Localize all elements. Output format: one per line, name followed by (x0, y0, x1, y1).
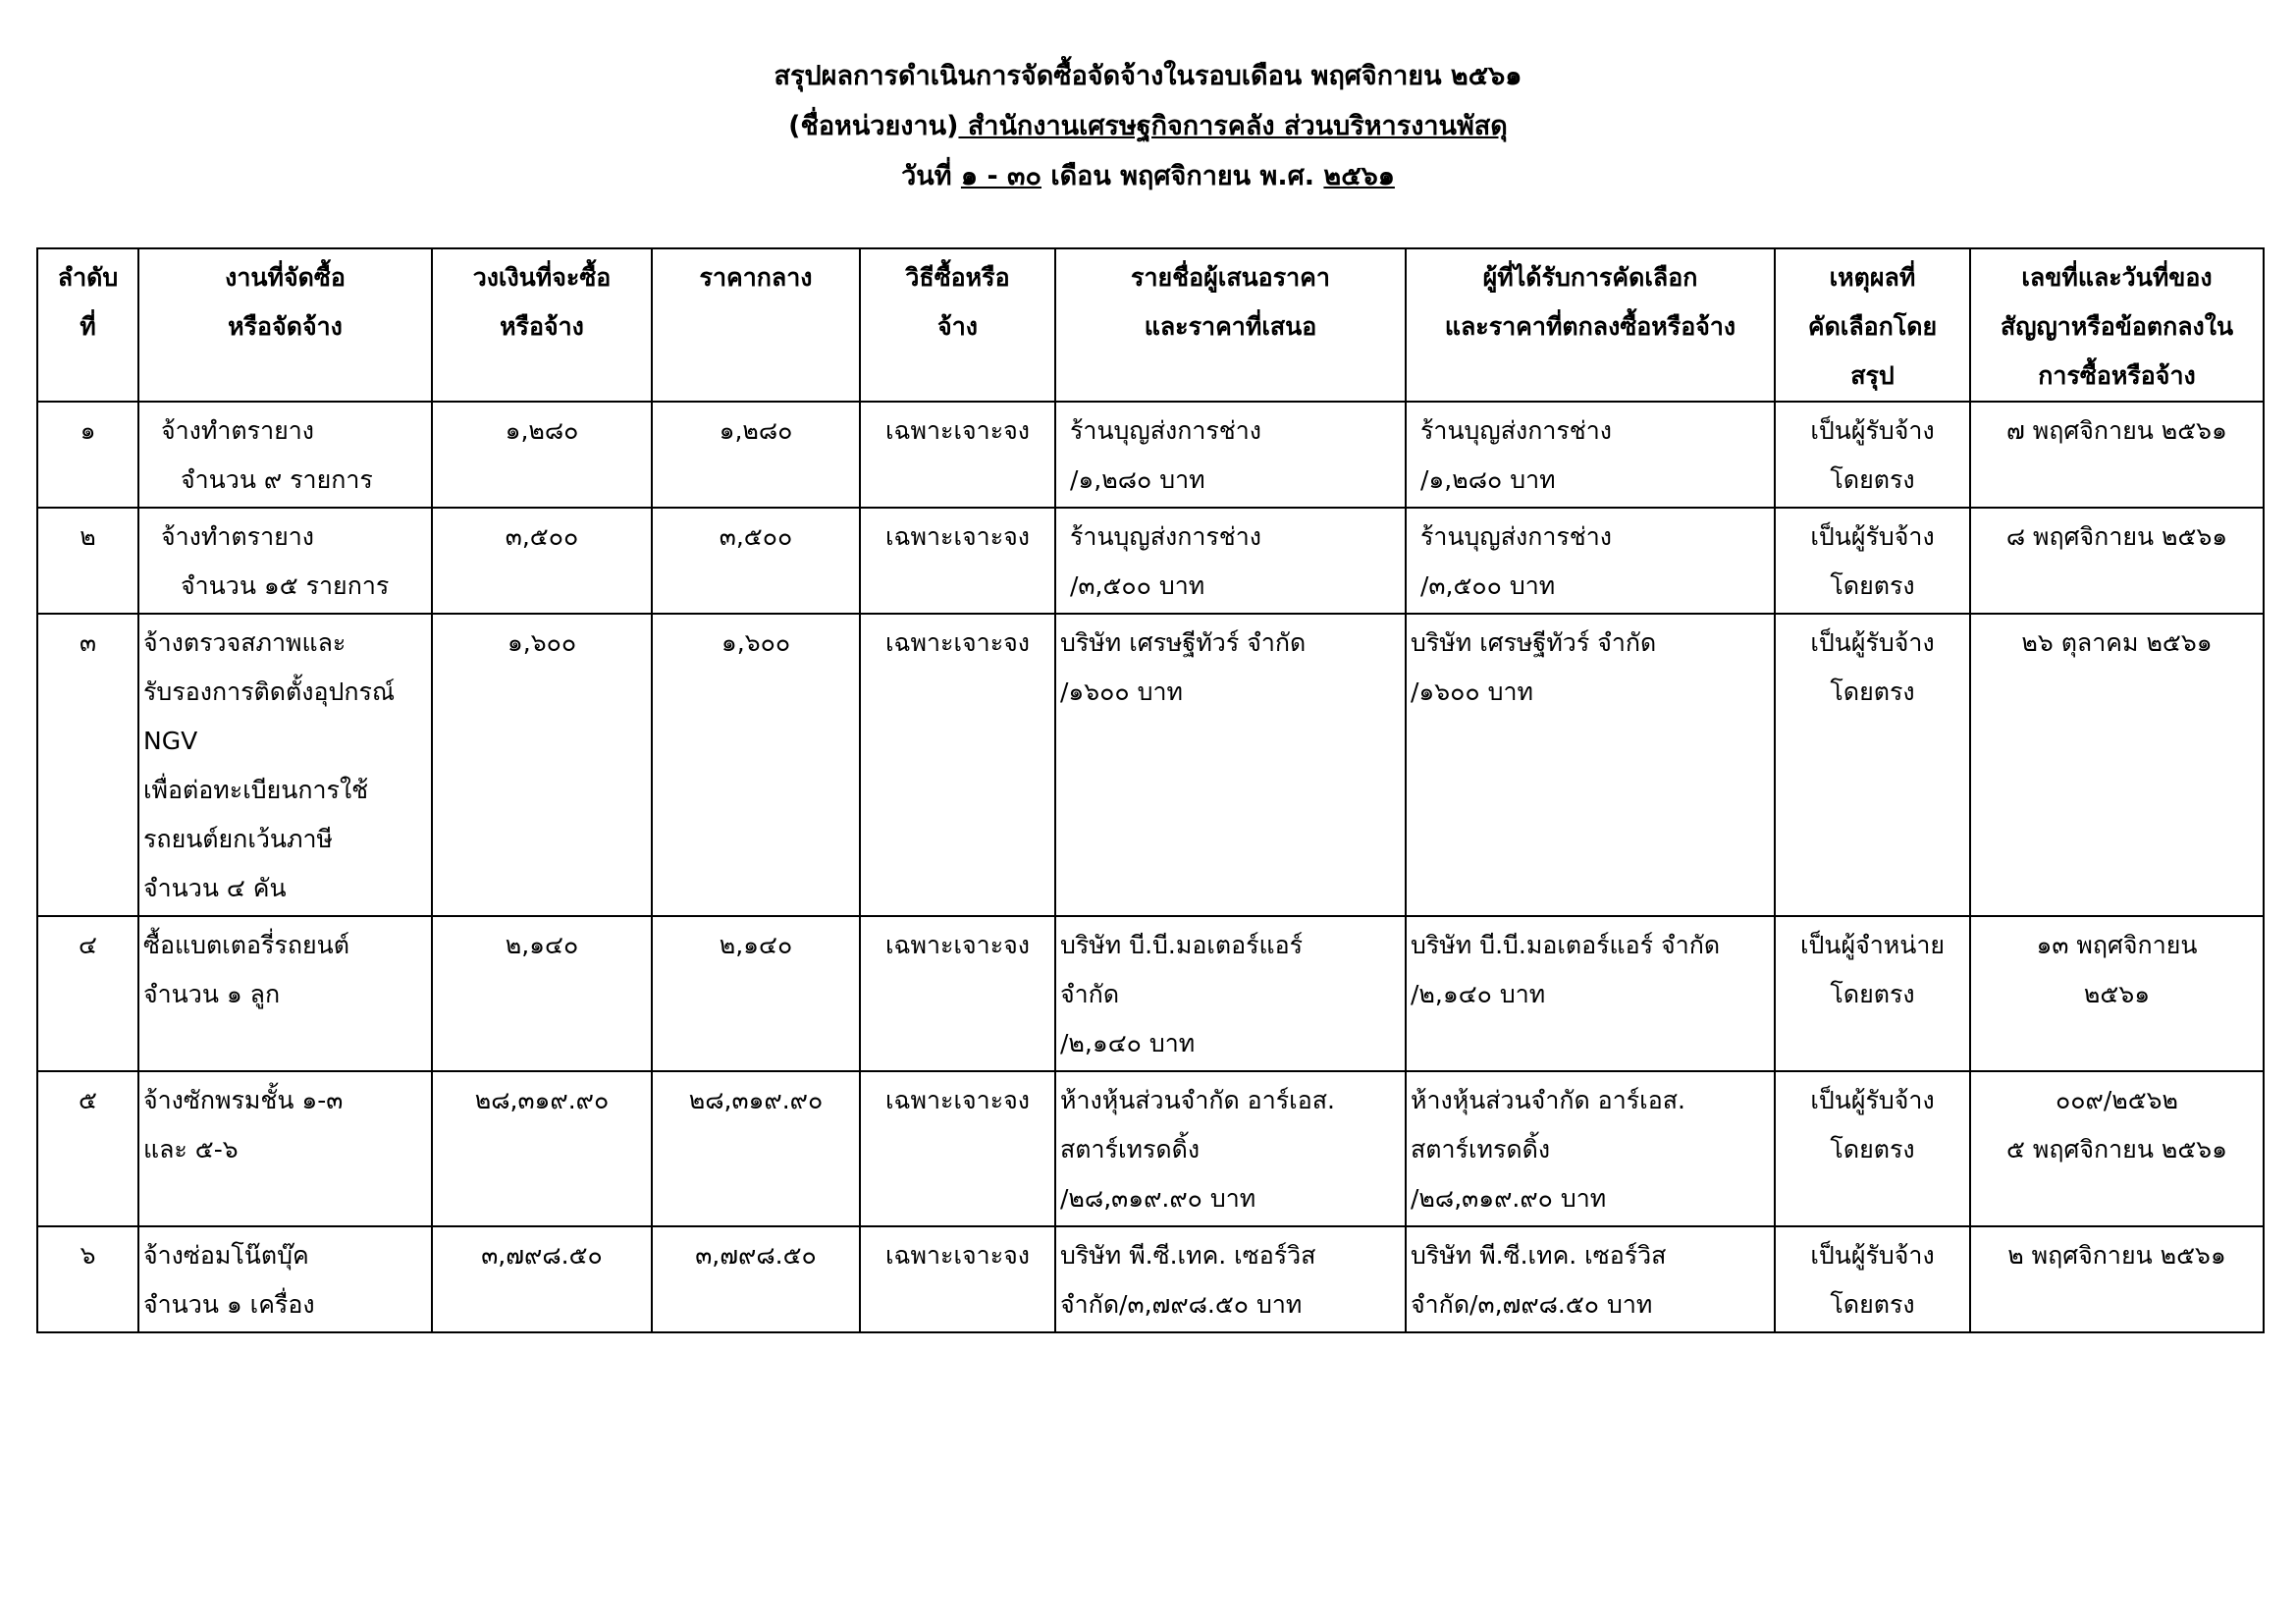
header-text: คัดเลือกโดย (1807, 312, 1938, 341)
cell-text: /๒,๑๔๐ บาท (1411, 980, 1546, 1008)
cell-text: ๓,๕๐๐ (719, 522, 793, 551)
col-median-cell (652, 1226, 860, 1332)
col-bidders-cell (1055, 916, 1406, 1071)
agency-line (0, 101, 2296, 151)
header-text: เลขที่และวันที่ของ (2021, 263, 2213, 292)
cell-text: จำนวน ๔ คัน (143, 874, 287, 902)
cell-text: เป็นผู้รับจ้าง (1810, 1086, 1935, 1114)
cell-text: เฉพาะเจาะจง (884, 522, 1031, 551)
cell-text: จำนวน ๑๕ รายการ (181, 571, 390, 600)
col-reason-cell (1775, 916, 1970, 1071)
col-reason-cell (1775, 1226, 1970, 1332)
cell-text: บริษัท พี.ซี.เทค. เซอร์วิส (1060, 1241, 1316, 1270)
cell-text: ๒๘,๓๑๙.๙๐ (474, 1086, 610, 1114)
col-no-header (37, 248, 138, 402)
cell-text: ๕ พฤศจิกายน ๒๕๖๑ (2006, 1135, 2227, 1164)
cell-text: เฉพาะเจาะจง (884, 628, 1031, 657)
cell-text: ๕ (79, 1086, 97, 1114)
header-text: และราคาที่ตกลงซื้อหรือจ้าง (1444, 312, 1736, 341)
cell-text: บริษัท เศรษฐีทัวร์ จำกัด (1411, 628, 1657, 657)
cell-text: บริษัท พี.ซี.เทค. เซอร์วิส (1411, 1241, 1667, 1270)
cell-text: โดยตรง (1830, 571, 1915, 600)
col-selected-cell (1406, 614, 1775, 916)
cell-text: ๑,๒๘๐ (719, 416, 793, 445)
cell-text: ๓,๗๙๘.๕๐ (695, 1241, 817, 1270)
table-body (37, 402, 2264, 1332)
col-item-cell (138, 614, 432, 916)
col-contract-cell (1970, 614, 2264, 916)
col-contract-cell (1970, 916, 2264, 1071)
col-bidders-cell (1055, 1226, 1406, 1332)
cell-text: /๓,๕๐๐ บาท (1420, 571, 1556, 600)
header-text: วิธีซื้อหรือ (905, 263, 1010, 292)
cell-text: เฉพาะเจาะจง (884, 416, 1031, 445)
col-bidders-cell (1055, 402, 1406, 508)
cell-text: โดยตรง (1830, 1135, 1915, 1164)
procurement-table (36, 247, 2265, 1333)
cell-text: ๒๘,๓๑๙.๙๐ (688, 1086, 824, 1114)
cell-text: ๑,๒๘๐ (505, 416, 579, 445)
col-budget-cell (432, 1226, 652, 1332)
col-budget-cell (432, 916, 652, 1071)
col-item-cell (138, 402, 432, 508)
cell-text: จำนวน ๑ เครื่อง (143, 1290, 315, 1319)
cell-text: ซื้อแบตเตอรี่รถยนต์ (143, 931, 349, 959)
cell-text: จำกัด (1060, 980, 1120, 1008)
cell-text: เป็นผู้รับจ้าง (1810, 416, 1935, 445)
col-selected-cell (1406, 508, 1775, 614)
col-no-cell (37, 508, 138, 614)
date-month: เดือน พฤศจิกายน พ.ศ. (1041, 161, 1324, 191)
col-reason-cell (1775, 614, 1970, 916)
col-method-cell (860, 614, 1055, 916)
col-bidders-header (1055, 248, 1406, 402)
cell-text: เป็นผู้รับจ้าง (1810, 522, 1935, 551)
header-text: การซื้อหรือจ้าง (2038, 361, 2196, 390)
cell-text: ๔ (79, 931, 97, 959)
cell-text: รถยนต์ยกเว้นภาษี (143, 825, 333, 853)
col-no-cell (37, 1226, 138, 1332)
cell-text: จ้างทำตรายาง (161, 522, 315, 551)
col-item-header (138, 248, 432, 402)
table-row (37, 916, 2264, 1071)
cell-text: ๓ (79, 628, 97, 657)
header-text: ราคากลาง (699, 263, 813, 292)
header-text: หรือจ้าง (500, 312, 584, 341)
col-median-cell (652, 508, 860, 614)
cell-text: /๑๖๐๐ บาท (1411, 677, 1534, 706)
col-median-cell (652, 614, 860, 916)
col-method-cell (860, 916, 1055, 1071)
cell-text: /๑๖๐๐ บาท (1060, 677, 1184, 706)
col-method-cell (860, 402, 1055, 508)
col-reason-header (1775, 248, 1970, 402)
header-text: และราคาที่เสนอ (1144, 312, 1317, 341)
cell-text: /๓,๕๐๐ บาท (1070, 571, 1205, 600)
cell-text: ๑,๖๐๐ (721, 628, 791, 657)
col-item-cell (138, 916, 432, 1071)
cell-text: /๒,๑๔๐ บาท (1060, 1029, 1196, 1057)
header-text: เหตุผลที่ (1829, 263, 1916, 292)
header-text: ผู้ที่ได้รับการคัดเลือก (1482, 263, 1698, 292)
cell-text: ร้านบุญส่งการช่าง (1420, 522, 1613, 551)
header-text: สัญญาหรือข้อตกลงใน (2000, 312, 2234, 341)
cell-text: บริษัท บี.บี.มอเตอร์แอร์ จำกัด (1411, 931, 1721, 959)
date-prefix: วันที่ (901, 161, 961, 191)
cell-text: สตาร์เทรดดิ้ง (1060, 1135, 1201, 1164)
table-row (37, 614, 2264, 916)
cell-text: จำนวน ๙ รายการ (181, 465, 373, 494)
cell-text: ๑,๖๐๐ (507, 628, 577, 657)
report-title: สรุปผลการดำเนินการจัดซื้อจัดจ้างในรอบเดือน พฤศจิกายน ๒๕๖๑ (774, 61, 1522, 91)
col-budget-cell (432, 402, 652, 508)
col-budget-header (432, 248, 652, 402)
col-selected-cell (1406, 1226, 1775, 1332)
cell-text: จ้างทำตรายาง (161, 416, 315, 445)
cell-text: ๒๕๖๑ (2083, 980, 2151, 1008)
cell-text: จ้างซักพรมชั้น ๑-๓ (143, 1086, 344, 1114)
cell-text: เป็นผู้รับจ้าง (1810, 1241, 1935, 1270)
col-contract-cell (1970, 402, 2264, 508)
col-method-header (860, 248, 1055, 402)
col-contract-header (1970, 248, 2264, 402)
col-median-cell (652, 916, 860, 1071)
cell-text: ๓,๗๙๘.๕๐ (481, 1241, 603, 1270)
cell-text: ๗ พฤศจิกายน ๒๕๖๑ (2006, 416, 2227, 445)
cell-text: NGV (143, 727, 198, 755)
col-bidders-cell (1055, 508, 1406, 614)
date-year: ๒๕๖๑ (1323, 161, 1395, 191)
cell-text: ๓,๕๐๐ (505, 522, 579, 551)
col-reason-cell (1775, 508, 1970, 614)
col-item-cell (138, 508, 432, 614)
cell-text: เป็นผู้รับจ้าง (1810, 628, 1935, 657)
col-method-cell (860, 1071, 1055, 1226)
cell-text: /๒๘,๓๑๙.๙๐ บาท (1411, 1184, 1607, 1213)
col-bidders-cell (1055, 1071, 1406, 1226)
col-contract-cell (1970, 508, 2264, 614)
col-no-cell (37, 614, 138, 916)
cell-text: เพื่อต่อทะเบียนการใช้ (143, 776, 369, 804)
col-budget-cell (432, 614, 652, 916)
cell-text: โดยตรง (1830, 677, 1915, 706)
col-median-cell (652, 402, 860, 508)
document-header (0, 51, 2296, 201)
header-text: รายชื่อผู้เสนอราคา (1131, 263, 1330, 292)
date-range: ๑ - ๓๐ (960, 161, 1041, 191)
cell-text: บริษัท บี.บี.มอเตอร์แอร์ (1060, 931, 1304, 959)
col-contract-cell (1970, 1071, 2264, 1226)
agency-prefix: (ชื่อหน่วยงาน) (788, 111, 959, 141)
cell-text: ห้างหุ้นส่วนจำกัด อาร์เอส. (1411, 1086, 1685, 1114)
cell-text: เฉพาะเจาะจง (884, 931, 1031, 959)
table-row (37, 508, 2264, 614)
col-item-cell (138, 1071, 432, 1226)
col-no-cell (37, 1071, 138, 1226)
col-no-cell (37, 402, 138, 508)
header-text: จ้าง (937, 312, 978, 341)
col-reason-cell (1775, 1071, 1970, 1226)
cell-text: รับรองการติดตั้งอุปกรณ์ (143, 677, 396, 706)
header-text: ลำดับ (57, 263, 119, 292)
cell-text: ๐๐๙/๒๕๖๒ (2056, 1086, 2178, 1114)
cell-text: เฉพาะเจาะจง (884, 1241, 1031, 1270)
col-contract-cell (1970, 1226, 2264, 1332)
cell-text: /๑,๒๘๐ บาท (1070, 465, 1205, 494)
cell-text: สตาร์เทรดดิ้ง (1411, 1135, 1551, 1164)
cell-text: จำกัด/๓,๗๙๘.๕๐ บาท (1060, 1290, 1303, 1319)
cell-text: ๒,๑๔๐ (505, 931, 579, 959)
col-budget-cell (432, 1071, 652, 1226)
cell-text: โดยตรง (1830, 1290, 1915, 1319)
date-range-line (0, 151, 2296, 201)
cell-text: ๑๓ พฤศจิกายน (2036, 931, 2198, 959)
cell-text: เฉพาะเจาะจง (884, 1086, 1031, 1114)
header-text: ที่ (80, 312, 96, 341)
col-selected-cell (1406, 916, 1775, 1071)
col-selected-cell (1406, 402, 1775, 508)
cell-text: จ้างซ่อมโน๊ตบุ๊ค (143, 1241, 309, 1270)
cell-text: จำกัด/๓,๗๙๘.๕๐ บาท (1411, 1290, 1653, 1319)
col-bidders-cell (1055, 614, 1406, 916)
cell-text: ๖ (80, 1241, 96, 1270)
cell-text: ร้านบุญส่งการช่าง (1420, 416, 1613, 445)
cell-text: /๒๘,๓๑๙.๙๐ บาท (1060, 1184, 1256, 1213)
cell-text: ๘ พฤศจิกายน ๒๕๖๑ (2005, 522, 2228, 551)
cell-text: ๒ พฤศจิกายน ๒๕๖๑ (2007, 1241, 2226, 1270)
table-row (37, 402, 2264, 508)
table-header-row (37, 248, 2264, 402)
table-row (37, 1226, 2264, 1332)
cell-text: โดยตรง (1830, 980, 1915, 1008)
col-budget-cell (432, 508, 652, 614)
cell-text: บริษัท เศรษฐีทัวร์ จำกัด (1060, 628, 1307, 657)
table-row (37, 1071, 2264, 1226)
col-method-cell (860, 1226, 1055, 1332)
col-no-cell (37, 916, 138, 1071)
header-text: สรุป (1850, 361, 1895, 390)
agency-name: สำนักงานเศรษฐกิจการคลัง ส่วนบริหารงานพัสดุ (958, 111, 1508, 141)
cell-text: /๑,๒๘๐ บาท (1420, 465, 1556, 494)
cell-text: ๒,๑๔๐ (719, 931, 793, 959)
cell-text: ๑ (80, 416, 96, 445)
col-selected-header (1406, 248, 1775, 402)
header-text: งานที่จัดซื้อ (225, 263, 346, 292)
cell-text: ร้านบุญส่งการช่าง (1070, 416, 1262, 445)
header-text: หรือจัดจ้าง (228, 312, 343, 341)
cell-text: จำนวน ๑ ลูก (143, 980, 281, 1008)
cell-text: เป็นผู้จำหน่าย (1799, 931, 1946, 959)
col-method-cell (860, 508, 1055, 614)
cell-text: โดยตรง (1830, 465, 1915, 494)
cell-text: ร้านบุญส่งการช่าง (1070, 522, 1262, 551)
cell-text: ๒๖ ตุลาคม ๒๕๖๑ (2021, 628, 2213, 657)
cell-text: ห้างหุ้นส่วนจำกัด อาร์เอส. (1060, 1086, 1335, 1114)
col-reason-cell (1775, 402, 1970, 508)
col-median-cell (652, 1071, 860, 1226)
cell-text: จ้างตรวจสภาพและ (143, 628, 347, 657)
cell-text: ๒ (80, 522, 96, 551)
header-text: วงเงินที่จะซื้อ (472, 263, 612, 292)
col-selected-cell (1406, 1071, 1775, 1226)
col-item-cell (138, 1226, 432, 1332)
col-median-header (652, 248, 860, 402)
cell-text: และ ๕-๖ (143, 1135, 239, 1164)
